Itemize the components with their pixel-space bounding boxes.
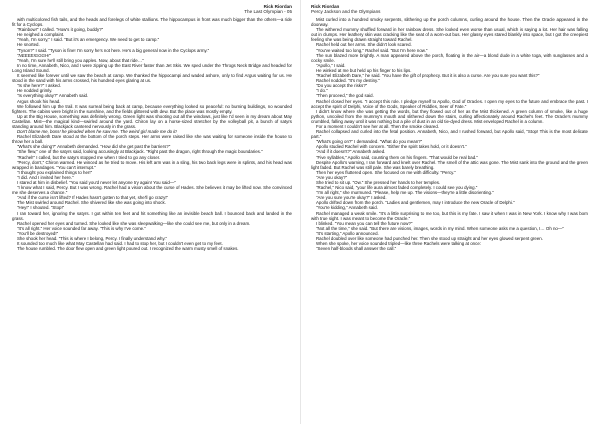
paragraph: When she spoke, her voice sounded tripled—like three Rachels were talking at once: — [316, 241, 481, 247]
paragraph: "Tyson?" I said. "Tyson is fine! I'm sorry he's not here. He's a big general now in the Cyclops army." — [17, 47, 210, 53]
paragraph: Argus shook his head. — [17, 98, 61, 104]
paragraph: "I did. And I invited her here." — [17, 174, 74, 180]
paragraph: "Yeah, I'm sorry," I said. "But it's an emergency. We need to get to camp." — [17, 37, 160, 43]
paragraph: "Do you accept the risks?" — [316, 83, 368, 89]
paragraph: Rachel closed her eyes. "I accept this role. I pledge myself to Apollo, God of Oracles. I open my eyes to the future and embrace the past. I accept the spirit of Delphi, Voice of the Gods, Speaker of Riddles, Seer of Fate." — [311, 98, 588, 109]
paragraph: He winked at me but held up his finger to his lips. — [316, 67, 412, 73]
paragraph: It sounded too much like what May Castellan had said. I had to stop her, but I couldn't even get to my feet. — [17, 241, 223, 247]
paragraph: "Are you okay?" — [316, 174, 348, 180]
paragraph: Rachel managed a weak smile. "It's a little surprising to me too, but this is my fate. I saw it when I was in New York. I know why I was born with true sight. I was meant to become the Oracle." — [311, 210, 588, 221]
paragraph: The withered mummy shuffled forward in her rainbow dress. She looked even worse than usual, which is saying a lot. Her hair was falling out in clumps. Her leathery skin was cracking like the seat of a worn-out bus. Her glassy eyes stared blankly into space, but I got the creepiest feeling she was being drawn straight toward Rachel. — [311, 27, 588, 43]
paragraph: Rachel collapsed and curled into the fetal position. Annabeth, Nico, and I rushed forward, but Apollo said, "Stop! This is the most delicate part." — [311, 129, 588, 140]
paragraph: Don't blame me, boss! he pleaded when he saw me. The weird girl made me do it! — [17, 129, 177, 135]
paragraph: "Percy, don't," Chiron warned. He winced as he tried to move. His left arm was in a sling, his two back legs were in splints, and his head was wrapped in bandages. "You can't interrupt." — [12, 159, 292, 170]
left-page-text — [12, 17, 292, 251]
paragraph: Apollo drifted down from the porch. "Ladies and gentlemen, may I introduce the new Oracle of Delphi." — [316, 200, 515, 206]
paragraph: Rachel doubled over like someone had punched her. Then she stood up straight and her eyes glowed serpent green. — [316, 236, 543, 242]
paragraph: "Rainbow!" I called. "How's it going, buddy?" — [17, 27, 104, 33]
paragraph: I didn't know where she was getting the words, but they flowed out of her as the Mist thickened. A green column of smoke, like a huge python, uncoiled from the mummy's mouth and slithered down the stairs, curling affectionately around Rachel's feet. The Oracle's mummy crumbled, falling away until it was nothing but a pile of dust in an old tie-dyed dress. Mist enveloped Rachel in a column. — [311, 108, 588, 124]
paragraph: Rachel Elizabeth Dare stood at the bottom of the porch steps. Her arms were raised like she was waiting for someone inside the house to throw her a ball. — [12, 134, 292, 145]
paragraph: "It's all right." Her voice sounded far away. "This is why I've come." — [17, 225, 146, 231]
paragraph: "And if it doesn't?" Annabeth asked. — [316, 149, 386, 155]
paragraph: "Rachel," Nico said, "your life aura almost faded completely. I could see you dying." — [316, 185, 478, 191]
paragraph: "Not all the time," she said. "But there are visions, images, words in my mind. When someone asks me a question, I… Oh no—" — [316, 225, 564, 231]
paragraph: I ran toward her, ignoring the satyrs. I got within ten feet and hit something like an invisible beach ball. I bounced back and landed in the grass. — [12, 210, 292, 221]
paragraph: Up at the Big House, something was definitely wrong. Green light was shooting out all the windows, just like I'd seen in my dream about May Castellan. Mist—the magical kind—swirled around the yard. Chiron lay on a horse-sized stretcher by the volleyball pit, a bunch of satyrs standing around him. Blackjack cantered nervously in the grass. — [12, 113, 292, 129]
paragraph: "Is everything okay?" Annabeth said. — [17, 93, 89, 99]
paragraph: The Mist swirled around Rachel. She shivered like she was going into shock. — [17, 200, 166, 206]
paragraph: "Seven half-bloods shall answer the call." — [316, 246, 397, 252]
right-page — [300, 0, 600, 424]
paragraph: "I thought you explained things to her!" — [17, 169, 93, 175]
paragraph: "She flew," one of the satyrs said, looking accusingly at Blackjack. "Right past the dragon, right through the magic boundaries." — [17, 149, 263, 155]
paragraph: "It's starting," Apollo announced. — [316, 230, 379, 236]
paragraph: "I'm all right," she murmured. "Please, help me up. The visions—they're a little disorienting." — [316, 190, 494, 196]
right-page-header — [311, 4, 588, 17]
paragraph: "Rachel!" I called, but the satyrs stopped me when I tried to go any closer. — [17, 154, 161, 160]
paragraph: Rachel opened her eyes and turned. She looked like she was sleepwalking—like she could see me, but only in a dream. — [17, 220, 251, 226]
paragraph: "I know what I said, Percy. But I was wrong. Rachel had a vision about the curse of Hades. She believes it may be lifted now. She convinced me she deserves a chance." — [12, 185, 292, 196]
paragraph: It seemed like forever until we saw the beach at camp. We thanked the hippocampi and waded ashore, only to find Argus waiting for us. He stood in the sand with his arms crossed, his hundred eyes glaring at us. — [12, 73, 292, 84]
paragraph: I blinked. "You mean you can tell the future now?" — [316, 220, 413, 226]
paragraph: The house rumbled. The door flew open and green light poured out. I recognized the warm musty smell of snakes. — [17, 246, 239, 252]
paragraph: We followed him up the trail. It was surreal being back at camp, because everything looked so peaceful: no burning buildings, no wounded fighters. The cabins were bright in the sunshine, and the fields glittered with dew. But the place was mostly empty. — [12, 103, 292, 114]
paragraph: Rachel held out her arms. She didn't look scared. — [316, 42, 412, 48]
paragraph: "You've waited too long," Rachel said. "But I'm here now." — [316, 47, 428, 53]
right-page-text — [311, 17, 588, 251]
paragraph: "Apollo," I said. — [316, 62, 346, 68]
paragraph: Apollo studied Rachel with concern. "Either the spirit takes hold, or it doesn't." — [316, 144, 467, 150]
paragraph: "Rachel Elizabeth Dare," he said. "You have the gift of prophecy. But it is also a curse. Are you sure you want this?" — [316, 73, 540, 79]
paragraph: Then her eyes fluttered open. She focused on me with difficulty. "Percy." — [316, 169, 456, 175]
paragraph: "And if the curse isn't lifted? If Hades hasn't gotten to that yet, she'll go crazy!" — [17, 195, 169, 201]
paragraph: "Yeah, I'm sure he'll still bring you apples. Now, about that ride…" — [17, 57, 144, 63]
paragraph: She tried to sit up. "Ow." She pressed her hands to her temples. — [316, 180, 441, 185]
paragraph: Despite Apollo's warning, I ran forward and knelt over Rachel. The smell of the attic was gone. The Mist sank into the ground and the green light faded. But Rachel was still pale. She was barely breathing. — [311, 159, 588, 170]
paragraph: "Hey!" I shouted. "Stop!" — [17, 205, 65, 211]
left-header-subtitle: The Last Olympian - 05 — [244, 9, 292, 15]
paragraph: "What's going on?" I demanded. "What do you mean?" — [316, 139, 423, 145]
paragraph: He snorted. — [17, 42, 40, 48]
left-page-header — [12, 4, 292, 17]
paragraph: I stared at him in disbelief. "You said you'd never let anyone try again! You said—" — [17, 180, 176, 185]
paragraph: "What's she doing?" Annabeth demanded. "How did she get past the barriers?" — [17, 144, 171, 150]
paragraph: The sun blazed more brightly. A man appeared above the porch, floating in the air—a blond dude in a white toga, with sunglasses and a cocky smile. — [311, 52, 588, 63]
paragraph: with multicolored fish tails, and the heads and forelegs of white stallions. The hippocampus in front was much bigger than the others—a ride fit for a Cyclops. — [12, 17, 292, 28]
paragraph: "Is she here?" I asked. — [17, 83, 61, 89]
right-header-subtitle: Percy Jackson and the Olympians — [311, 9, 381, 15]
paragraph: For a moment I couldn't see her at all. Then the smoke cleared. — [316, 123, 440, 129]
paragraph: She shook her head. "This is where I belong, Percy. I finally understand why." — [17, 236, 168, 242]
paragraph: "NEEEEIGGGH!" — [17, 52, 51, 58]
left-header-author: Rick Riordan — [263, 4, 292, 9]
paragraph: "Are you sure you're okay?" I asked. — [316, 195, 387, 201]
paragraph: In no time, Annabeth, Nico, and I were zipping up the East River faster than Jet Skis. We sped under the Throgs Neck Bridge and headed for Long Island Sound. — [12, 62, 292, 73]
paragraph: Mist curled into a hundred smoky serpents, slithering up the porch columns, curling around the house. Then the Oracle appeared in the doorway. — [311, 17, 588, 28]
paragraph: He neighed a complaint. — [17, 32, 65, 38]
paragraph: "I do." — [316, 88, 328, 94]
paragraph: Rachel nodded. "It's my destiny." — [316, 78, 380, 84]
right-header-author: Rick Riordan — [311, 4, 340, 9]
paragraph: "Then proceed," the god said. — [316, 93, 374, 99]
paragraph: "Five syllables," Apollo said, counting them on his fingers. "That would be real bad." — [316, 154, 478, 160]
paragraph: He nodded grimly. — [17, 88, 53, 94]
paragraph: "You're kidding," Annabeth said. — [316, 205, 378, 211]
paragraph: "You'll be destroyed!" — [17, 230, 59, 236]
